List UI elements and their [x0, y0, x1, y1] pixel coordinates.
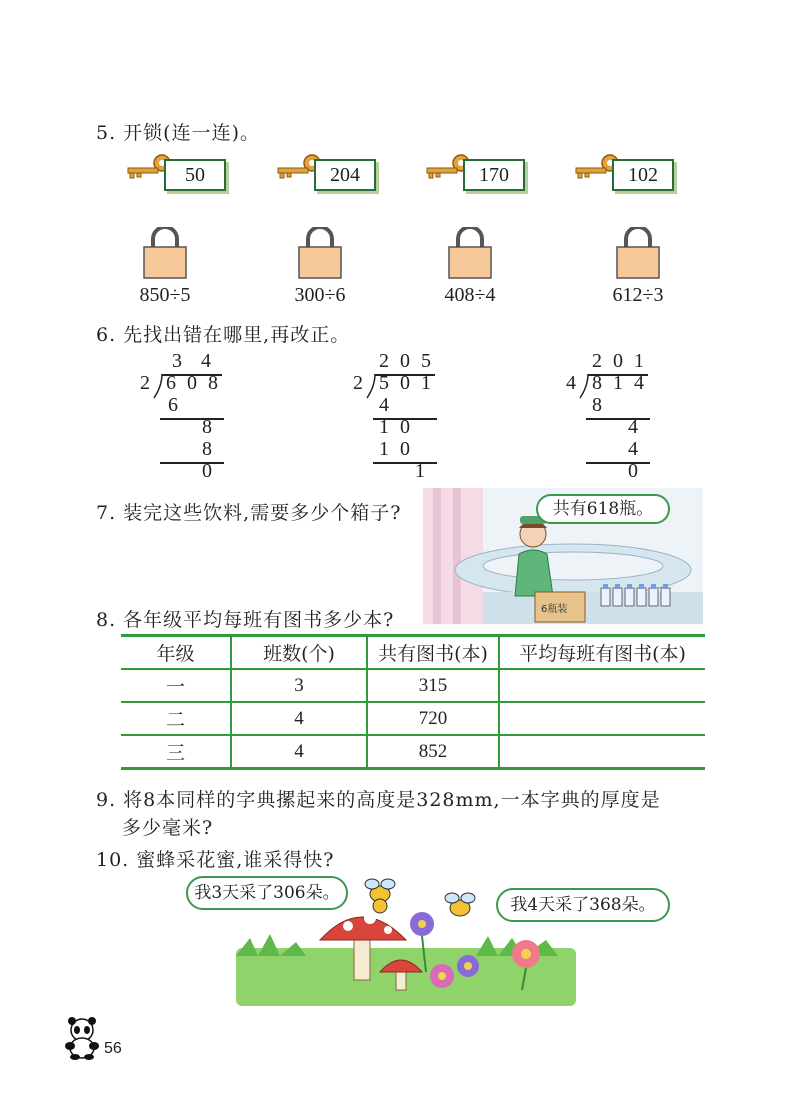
table-row — [121, 702, 705, 735]
cell-answer[interactable] — [499, 669, 705, 702]
step: 8 — [592, 394, 605, 416]
table-row — [121, 669, 705, 702]
cell-answer[interactable] — [499, 702, 705, 735]
question-9-line-2: 多少毫米? — [122, 817, 214, 839]
quotient: 3 4 — [172, 350, 214, 372]
dividend: 6 0 8 — [166, 372, 221, 394]
key-tag-1[interactable]: 50 — [164, 159, 226, 191]
table-header-row — [121, 636, 705, 670]
box-label: 6瓶装 — [541, 604, 568, 615]
cell-books: 852 — [367, 735, 499, 769]
cell-answer[interactable] — [499, 735, 705, 769]
page-number: 56 — [104, 1040, 122, 1057]
step: 0 — [628, 460, 641, 482]
step: 8 — [202, 416, 215, 438]
lock-icon[interactable] — [298, 227, 342, 279]
lock-icon[interactable] — [448, 227, 492, 279]
header-average: 平均每班有图书(本) — [499, 636, 705, 670]
step: 4 — [628, 438, 641, 460]
cell-classes: 4 — [231, 735, 367, 769]
key-tag-4[interactable]: 102 — [612, 159, 674, 191]
divisor: 4 — [566, 372, 579, 394]
speech-bubble-bee-2: 我4天采了368朵。 — [496, 888, 670, 922]
question-8-title: 8. 各年级平均每班有图书多少本? — [96, 609, 395, 631]
step: 4 — [628, 416, 641, 438]
cell-classes: 3 — [231, 669, 367, 702]
panda-icon — [62, 1016, 102, 1060]
step: 0 — [202, 460, 215, 482]
books-table — [121, 634, 705, 770]
header-classes: 班数(个) — [231, 636, 367, 670]
table-row — [121, 735, 705, 769]
dividend: 8 1 4 — [592, 372, 647, 394]
dividend: 5 0 1 — [379, 372, 434, 394]
question-10-title: 10. 蜜蜂采花蜜,谁采得快? — [96, 849, 335, 871]
step: 6 — [168, 394, 181, 416]
speech-bubble-total: 共有618瓶。 — [536, 494, 670, 524]
lock-icon[interactable] — [143, 227, 187, 279]
cell-books: 315 — [367, 669, 499, 702]
lock-expression-1: 850÷5 — [139, 284, 191, 306]
cell-grade: 三 — [121, 735, 231, 769]
cell-classes: 4 — [231, 702, 367, 735]
speech-bubble-bee-1: 我3天采了306朵。 — [186, 876, 348, 910]
key-tag-2[interactable]: 204 — [314, 159, 376, 191]
step: 1 0 — [379, 416, 413, 438]
divisor: 2 — [353, 372, 366, 394]
lock-icon[interactable] — [616, 227, 660, 279]
cell-grade: 一 — [121, 669, 231, 702]
key-tag-3[interactable]: 170 — [463, 159, 525, 191]
header-total-books: 共有图书(本) — [367, 636, 499, 670]
question-6-title: 6. 先找出错在哪里,再改正。 — [96, 324, 351, 346]
quotient: 2 0 1 — [592, 350, 647, 372]
step: 1 0 — [379, 438, 413, 460]
step: 8 — [202, 438, 215, 460]
lock-expression-2: 300÷6 — [294, 284, 346, 306]
divisor: 2 — [140, 372, 153, 394]
quotient: 2 0 5 — [379, 350, 434, 372]
step: 4 — [379, 394, 392, 416]
cell-books: 720 — [367, 702, 499, 735]
lock-expression-4: 612÷3 — [612, 284, 664, 306]
question-5-title: 5. 开锁(连一连)。 — [96, 122, 260, 144]
header-grade: 年级 — [121, 636, 231, 670]
cell-grade: 二 — [121, 702, 231, 735]
step: 1 — [415, 460, 428, 482]
lock-expression-3: 408÷4 — [444, 284, 496, 306]
question-7-title: 7. 装完这些饮料,需要多少个箱子? — [96, 502, 402, 524]
question-9-line-1: 9. 将8本同样的字典摞起来的高度是328mm,一本字典的厚度是 — [96, 789, 661, 811]
